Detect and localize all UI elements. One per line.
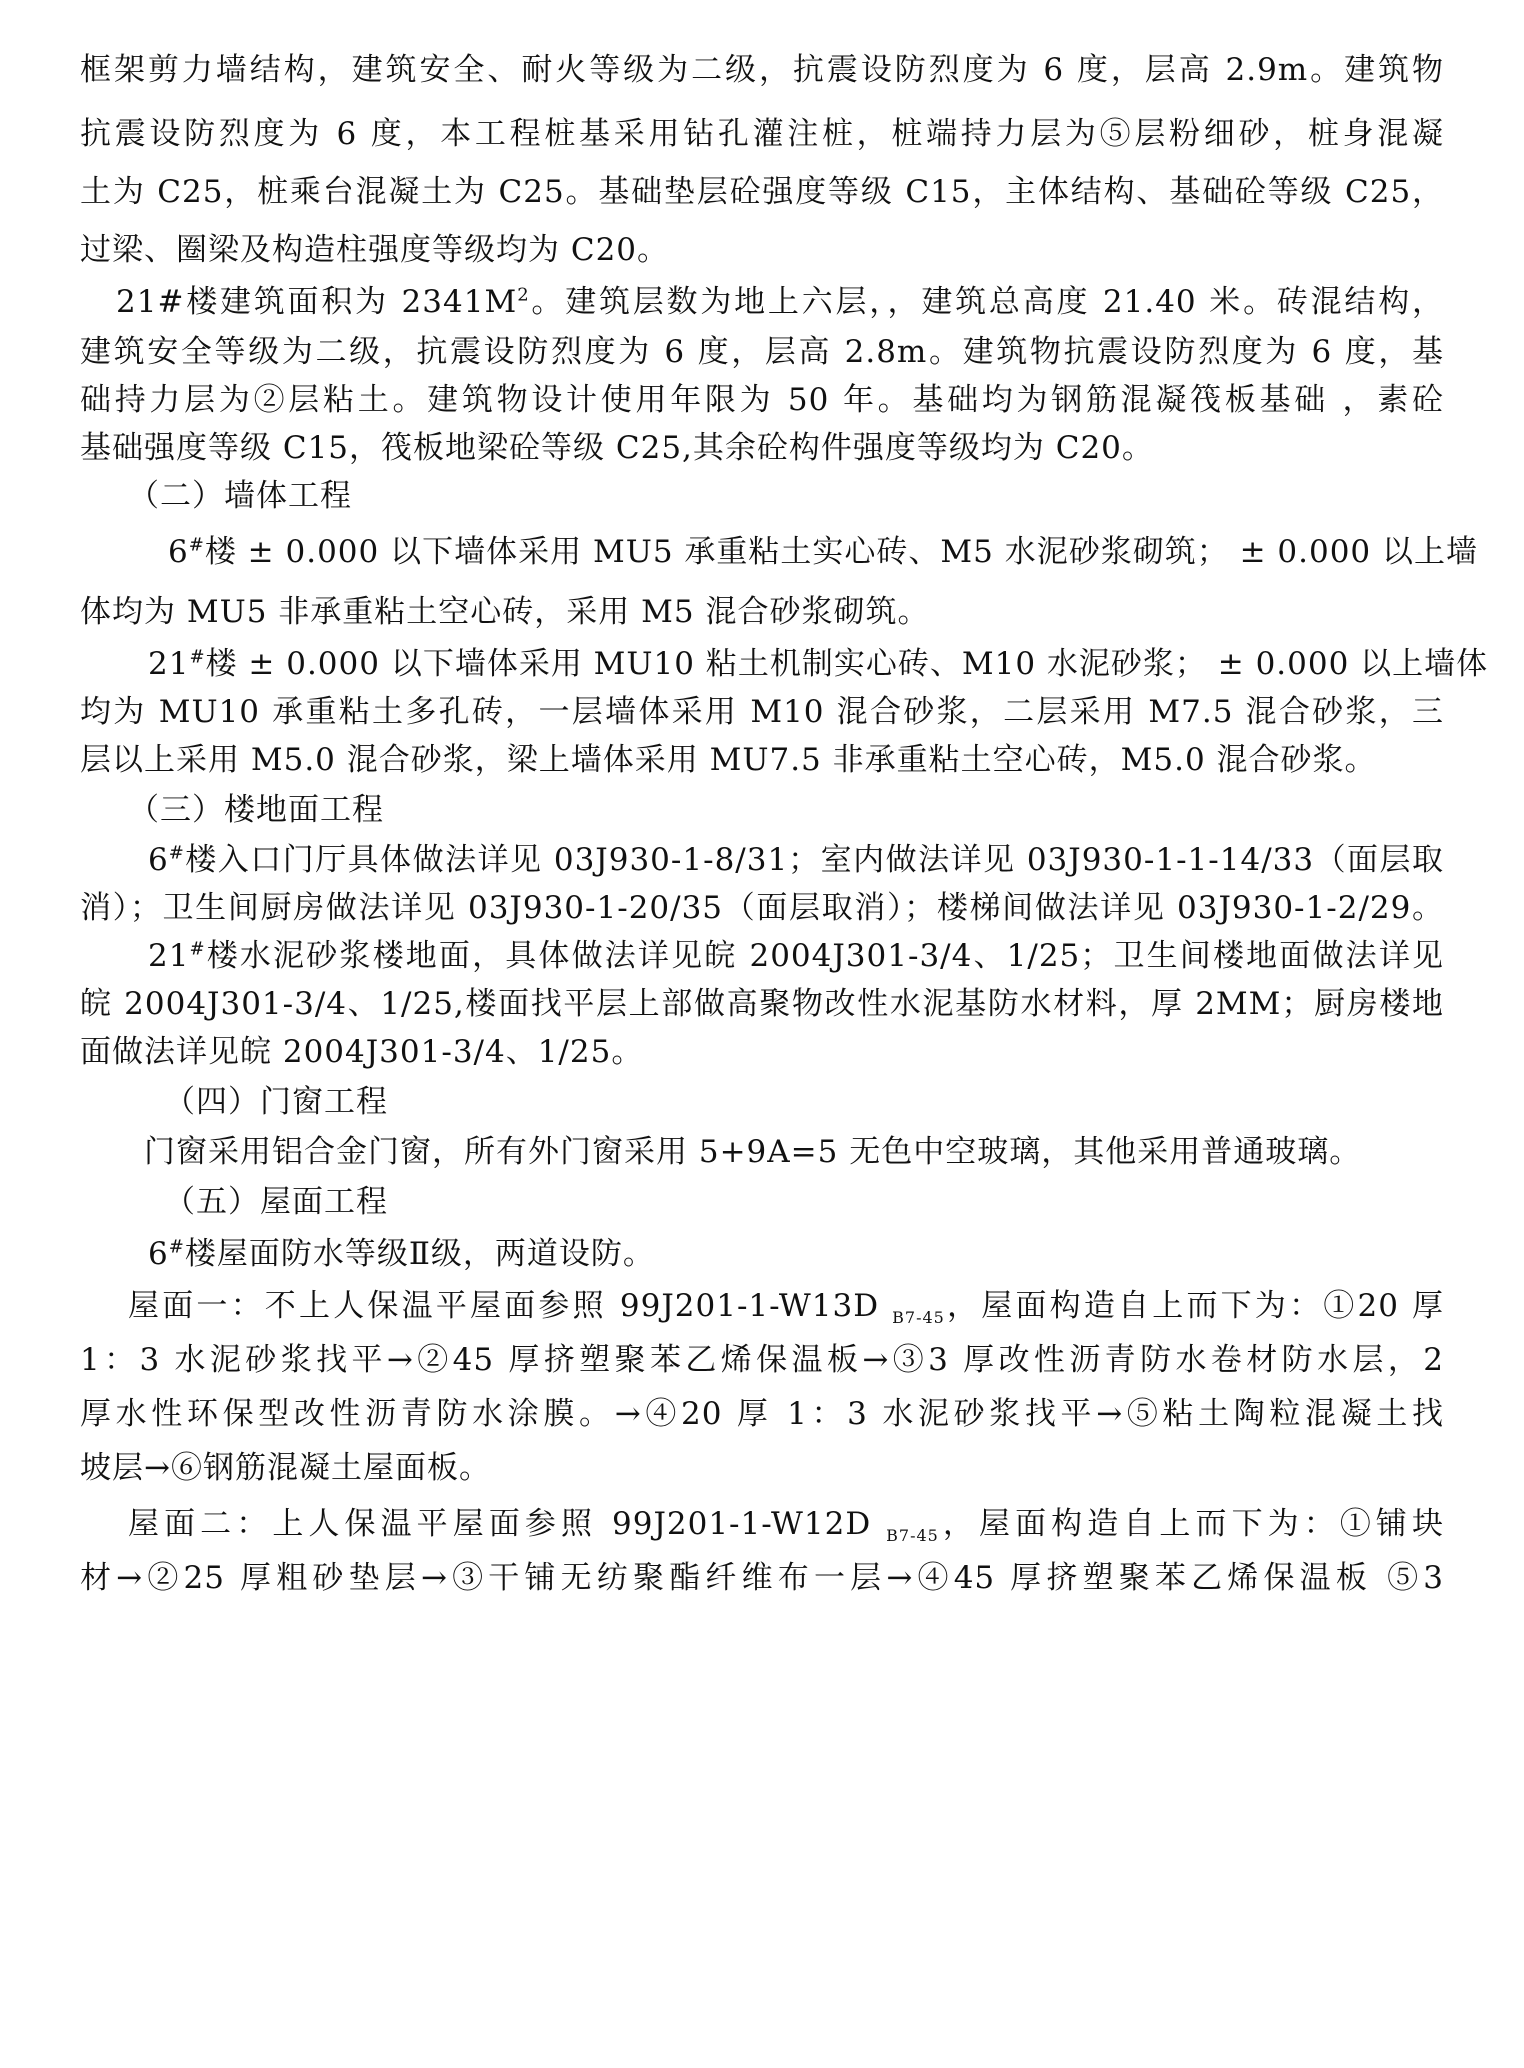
text-line: 础持力层为②层粘土。建筑物设计使用年限为 50 年。基础均为钢筋混凝筏板基础 ，素砼 bbox=[80, 382, 1444, 418]
text-line: 6#楼入口门厅具体做法详见 03J930-1-8/31；室内做法详见 03J930-1-1-14/33（面层取 bbox=[148, 842, 1444, 878]
text-line: 土为 C25，桩乘台混凝土为 C25。基础垫层砼强度等级 C15，主体结构、基础砼等级 C25， bbox=[80, 174, 1444, 210]
text-line: 6#楼屋面防水等级Ⅱ级，两道设防。 bbox=[148, 1236, 655, 1272]
text-line: 面做法详见皖 2004J301-3/4、1/25。 bbox=[80, 1034, 644, 1070]
text-line: 消）；卫生间厨房做法详见 03J930-1-20/35（面层取消）；楼梯间做法详见 03J930-1-2/29。 bbox=[80, 890, 1444, 926]
text-line: 坡层→⑥钢筋混凝土屋面板。 bbox=[80, 1450, 491, 1486]
text-line: 21#楼水泥砂浆楼地面，具体做法详见皖 2004J301-3/4、1/25；卫生间楼地面做法详见 bbox=[148, 938, 1444, 974]
text-line: 屋面二：上人保温平屋面参照 99J201-1-W12D $_{B7-45}$，屋面构造自上而下为：①铺块 bbox=[128, 1506, 1445, 1546]
text-line: 厚水性环保型改性沥青防水涂膜。→④20 厚 1：3 水泥砂浆找平→⑤粘土陶粒混凝土找 bbox=[80, 1396, 1444, 1432]
text-line: 21#楼建筑面积为 $2341M^2$。建筑层数为地上六层，，建筑总高度 21.40 米。砖混结构， bbox=[116, 284, 1444, 320]
text-line: 均为 MU10 承重粘土多孔砖，一层墙体采用 M10 混合砂浆，二层采用 M7.5 混合砂浆，三 bbox=[80, 694, 1444, 730]
text-line: 皖 2004J301-3/4、1/25,楼面找平层上部做高聚物改性水泥基防水材料，厚 2MM；厨房楼地 bbox=[80, 986, 1444, 1022]
text-line: 材→②25 厚粗砂垫层→③干铺无纺聚酯纤维布一层→④45 厚挤塑聚苯乙烯保温板 ⑤3 bbox=[80, 1560, 1444, 1596]
text-line: 门窗采用铝合金门窗，所有外门窗采用 5+9A=5 无色中空玻璃，其他采用普通玻璃。 bbox=[144, 1134, 1362, 1170]
section-heading: （三）楼地面工程 bbox=[128, 792, 384, 828]
section-heading: （二）墙体工程 bbox=[128, 478, 352, 514]
text-line: 框架剪力墙结构，建筑安全、耐火等级为二级，抗震设防烈度为 6 度，层高 2.9m。建筑物 bbox=[80, 52, 1444, 88]
text-line: 过梁、圈梁及构造柱强度等级均为 C20。 bbox=[80, 232, 670, 268]
text-line: 21#楼 ± 0.000 以下墙体采用 MU10 粘土机制实心砖、M10 水泥砂浆； ± 0.000 以上墙体 bbox=[148, 646, 1489, 682]
text-line: 屋面一：不上人保温平屋面参照 99J201-1-W13D $_{B7-45}$，屋面构造自上而下为：①20 厚 bbox=[128, 1288, 1444, 1328]
text-line: 1：3 水泥砂浆找平→②45 厚挤塑聚苯乙烯保温板→③3 厚改性沥青防水卷材防水层，2 bbox=[80, 1342, 1444, 1378]
text-line: 建筑安全等级为二级，抗震设防烈度为 6 度，层高 2.8m。建筑物抗震设防烈度为 6 度，基 bbox=[80, 334, 1444, 370]
text-line: 抗震设防烈度为 6 度，本工程桩基采用钻孔灌注桩，桩端持力层为⑤层粉细砂，桩身混凝 bbox=[80, 116, 1444, 152]
section-heading: （四）门窗工程 bbox=[164, 1084, 388, 1120]
section-heading: （五）屋面工程 bbox=[164, 1184, 388, 1220]
text-line: 体均为 MU5 非承重粘土空心砖，采用 M5 混合砂浆砌筑。 bbox=[80, 594, 930, 630]
text-line: 层以上采用 M5.0 混合砂浆，梁上墙体采用 MU7.5 非承重粘土空心砖，M5.0 混合砂浆。 bbox=[80, 742, 1377, 778]
text-line: 基础强度等级 C15，筏板地梁砼等级 C25,其余砼构件强度等级均为 C20。 bbox=[80, 430, 1154, 466]
text-line: 6#楼 ± 0.000 以下墙体采用 MU5 承重粘土实心砖、M5 水泥砂浆砌筑； ± 0.000 以上墙 bbox=[168, 534, 1479, 570]
